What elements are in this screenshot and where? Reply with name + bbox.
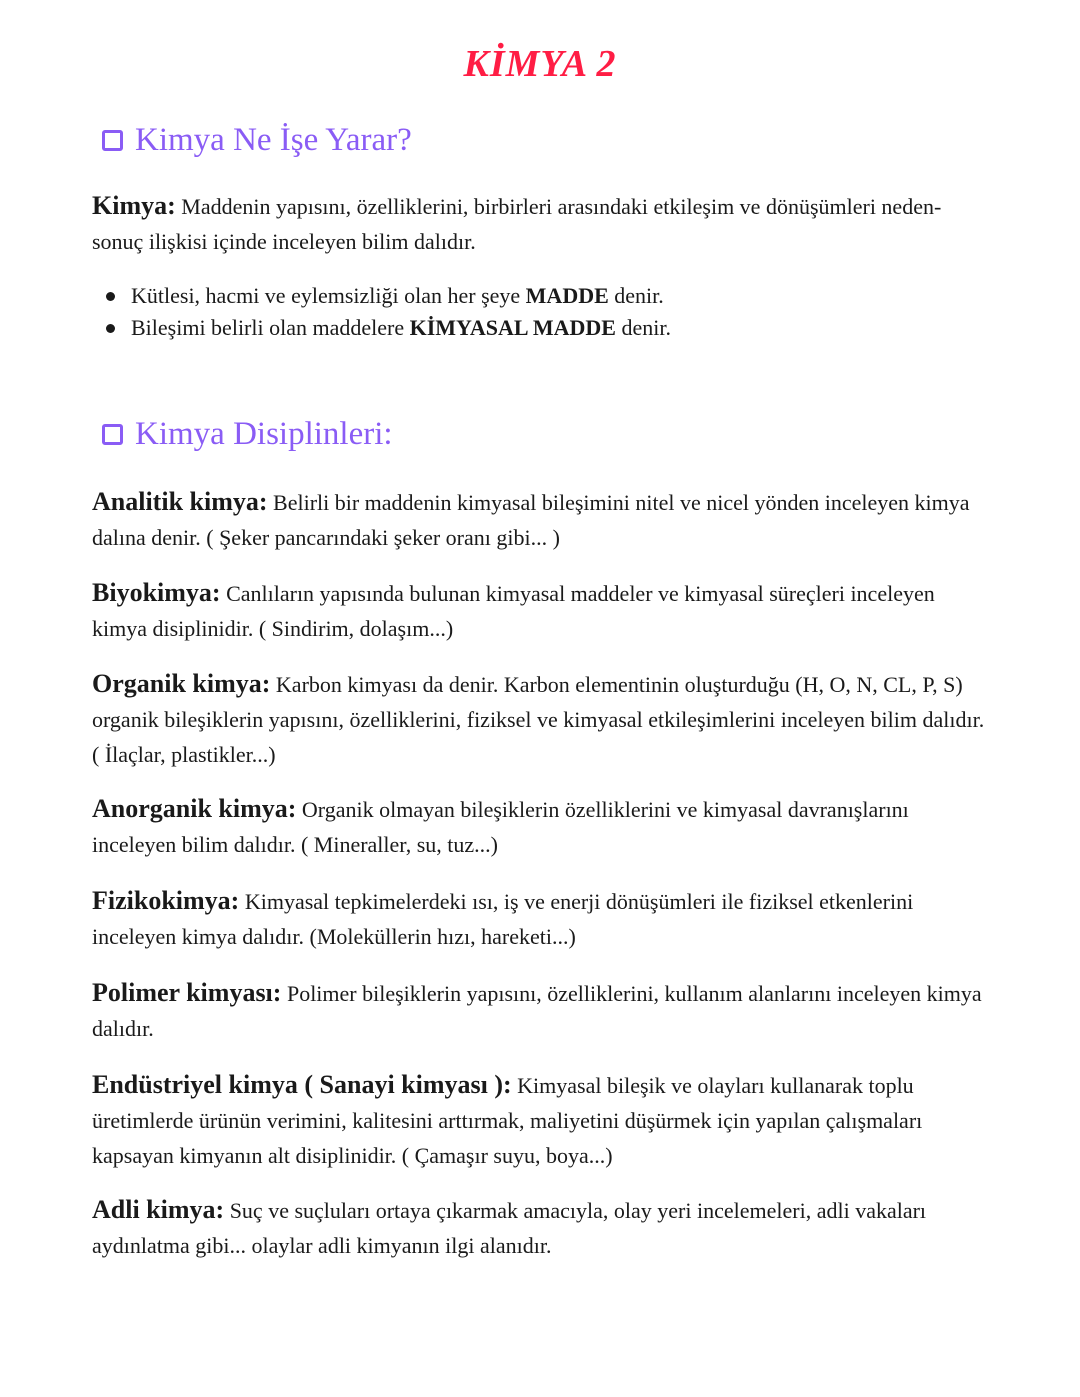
discipline-text: Kimyasal tepkimelerdeki ısı, iş ve enerji dönüşümleri ile fiziksel etkenlerini inceleyen kimya dalıdır. (Moleküllerin hızı, hareketi...) [92,889,914,949]
discipline-term: Fizikokimya: [92,886,240,915]
discipline-term: Organik kimya: [92,669,271,698]
discipline-term: Anorganik kimya: [92,794,297,823]
bullet-text: Kütlesi, hacmi ve eylemsizliği olan her şeye MADDE denir. [131,283,664,308]
discipline-term: Endüstriyel kimya ( Sanayi kimyası ): [92,1070,512,1099]
bullet-text: Bileşimi belirli olan maddelere KİMYASAL MADDE denir. [131,315,671,340]
section-heading-purpose [102,122,412,159]
bullet-dot-icon [106,292,115,301]
discipline-text: Karbon kimyası da denir. Karbon elementinin oluşturduğu (H, O, N, CL, P, S) organik bileşiklerin yapısını, özelliklerini, fiziksel ve kimyasal etkileşimlerini inceleyen bilim dalıdır. ( İlaçlar, plastikler...) [92,672,985,767]
discipline-term: Biyokimya: [92,578,221,607]
definition-text: Maddenin yapısını, özelliklerini, birbirleri arasındaki etkileşim ve dönüşümleri neden-sonuç ilişkisi içinde inceleyen bilim dalıdır. [92,194,942,254]
discipline-polymer [92,975,992,1046]
discipline-text: Organik olmayan bileşiklerin özelliklerini ve kimyasal davranışlarını inceleyen bilim dalıdır. ( Mineraller, su, tuz...) [92,797,909,857]
definition-paragraph [92,188,992,259]
discipline-physical [92,883,992,954]
discipline-term: Polimer kimyası: [92,978,282,1007]
discipline-analytical [92,484,992,555]
discipline-forensic [92,1192,992,1263]
discipline-industrial [92,1067,992,1173]
definition-term: Kimya: [92,191,176,220]
discipline-organic [92,666,992,772]
discipline-biochemistry [92,575,992,646]
discipline-inorganic [92,791,992,862]
discipline-term: Adli kimya: [92,1195,225,1224]
discipline-text: Polimer bileşiklerin yapısını, özelliklerini, kullanım alanlarını inceleyen kimya dalıdır. [92,981,982,1041]
section-heading-label: Kimya Disiplinleri: [135,416,393,452]
checkbox-icon [102,424,123,445]
discipline-term: Analitik kimya: [92,487,268,516]
bullet-dot-icon [106,324,115,333]
bullet-list [106,280,671,344]
section-heading-disciplines [102,416,393,453]
list-item [106,280,671,312]
discipline-text: Suç ve suçluları ortaya çıkarmak amacıyla, olay yeri incelemeleri, adli vakaları aydınlatma gibi... olaylar adli kimyanın ilgi alanıdır. [92,1198,927,1258]
discipline-text: Canlıların yapısında bulunan kimyasal maddeler ve kimyasal süreçleri inceleyen kimya disiplinidir. ( Sindirim, dolaşım...) [92,581,935,641]
list-item [106,312,671,344]
bullet-emphasis: MADDE [525,283,609,308]
section-heading-label: Kimya Ne İşe Yarar? [135,122,412,158]
discipline-text: Kimyasal bileşik ve olayları kullanarak toplu üretimlerde ürünün verimini, kalitesini arttırmak, maliyetini düşürmek için yapılan çalışmaları kapsayan kimyanın alt disiplinidir. ( Çamaşır suyu, boya...) [92,1073,923,1168]
checkbox-icon [102,130,123,151]
bullet-emphasis: KİMYASAL MADDE [409,315,616,340]
page-title: KİMYA 2 [463,43,617,85]
discipline-text: Belirli bir maddenin kimyasal bileşimini nitel ve nicel yönden inceleyen kimya dalına denir. ( Şeker pancarındaki şeker oranı gibi... ) [92,490,970,550]
